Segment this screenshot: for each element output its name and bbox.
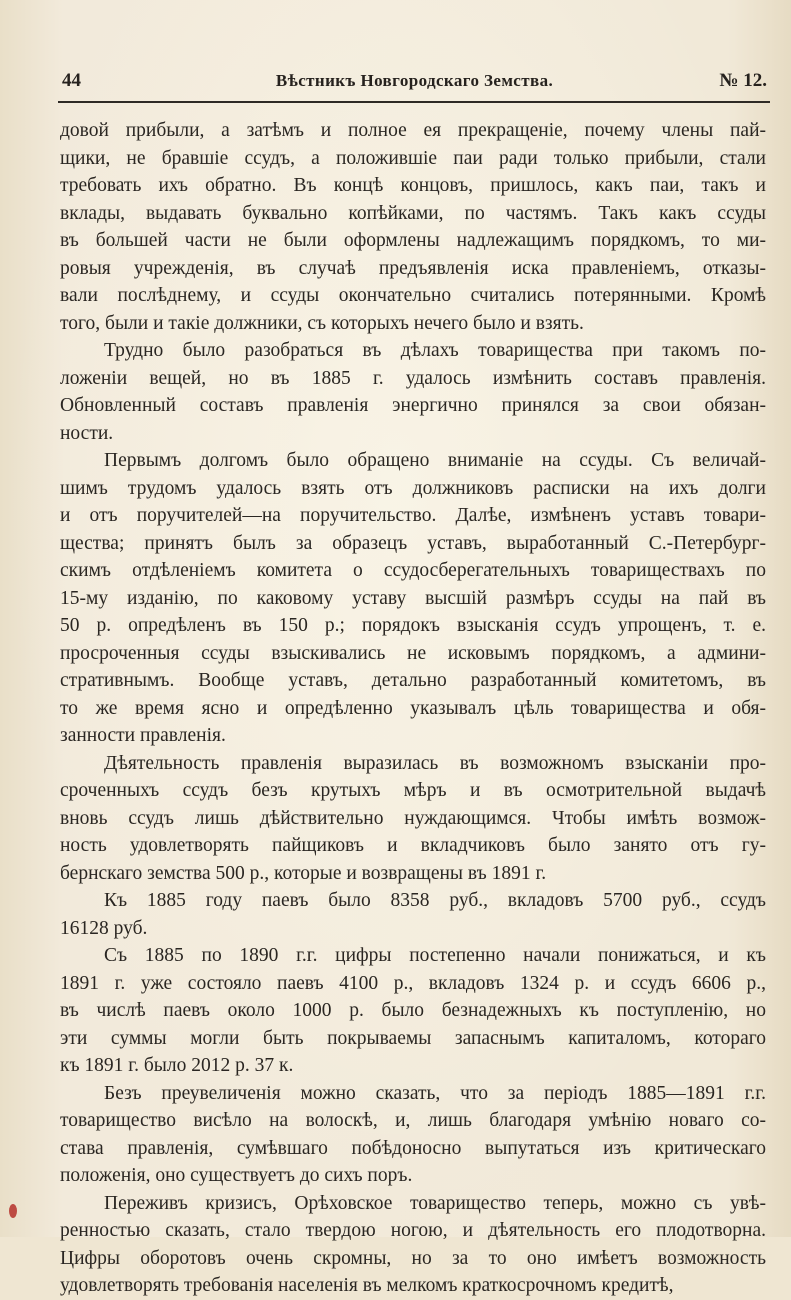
text-line: скимъ отдѣленiемъ комитета о ссудосберегательныхъ товариществахъ по — [60, 560, 766, 581]
text-line: Переживъ кризисъ, Орѣховское товарищество теперь, можно съ увѣ- — [104, 1192, 766, 1214]
page-number: 44 — [62, 70, 81, 91]
text-line: сроченныхъ ссудъ безъ крутыхъ мѣръ и въ осмотрительной выдачѣ — [60, 780, 766, 801]
text-line: вали послѣднему, и ссуды окончательно считались потерянными. Кромѣ — [60, 285, 766, 306]
text-line: 1891 г. уже состояло паевъ 4100 р., вкладовъ 1324 р. и ссудъ 6606 р., — [60, 972, 766, 994]
paragraph — [60, 337, 766, 447]
text-line: 50 р. опредѣленъ въ 150 р.; порядокъ взысканiя ссудъ упрощенъ, т. е. — [60, 615, 766, 636]
text-line: Дѣятельность правленiя выразилась въ возможномъ взысканiи про- — [104, 752, 766, 774]
issue-number: № 12. — [719, 70, 767, 91]
article-body — [60, 117, 766, 1300]
paragraph — [60, 750, 766, 888]
text-line: довой прибыли, а затѣмъ и полное ея прекращенiе, почему члены пай- — [60, 120, 766, 141]
text-line: положенiя, оно существуетъ до сихъ поръ. — [60, 1165, 413, 1186]
text-line: въ числѣ паевъ около 1000 р. было безнадежныхъ къ поступленiю, но — [60, 1000, 766, 1021]
text-line: и отъ поручителей—на поручительство. Далѣе, измѣненъ уставъ товари- — [60, 505, 766, 526]
paragraph — [60, 887, 766, 942]
text-line: шимъ трудомъ удалось взять отъ должниковъ расписки на ихъ долги — [60, 477, 766, 499]
text-line: въ большей части не были оформлены надлежащимъ порядкомъ, то ми- — [60, 230, 766, 251]
text-line: 15-му изданiю, по каковому уставу высшiй размѣръ ссуды на пай въ — [60, 587, 766, 609]
text-line: Первымъ долгомъ было обращено вниманiе на ссуды. Съ величай- — [104, 450, 766, 471]
text-line: то же время ясно и опредѣленно указывалъ цѣль товарищества и обя- — [60, 697, 766, 719]
paragraph — [60, 1080, 766, 1190]
text-line: ность удовлетворять пайщиковъ и вкладчиковъ было занято отъ гу- — [60, 835, 766, 856]
header-rule — [58, 101, 770, 103]
text-line: того, были и такiе должники, съ которыхъ нечего было и взять. — [60, 312, 584, 334]
text-line: ложенiи вещей, но въ 1885 г. удалось измѣнить составъ правленiя. — [60, 367, 766, 389]
paragraph — [60, 447, 766, 750]
text-line: 16128 руб. — [60, 917, 148, 939]
text-line: ренностью сказать, стало твердою ногою, и дѣятельность его плодотворна. — [60, 1220, 766, 1241]
paragraph — [60, 1190, 766, 1300]
text-line: ности. — [60, 422, 114, 444]
text-line: къ 1891 г. было 2012 р. 37 к. — [60, 1055, 294, 1076]
journal-title: Вѣстникъ Новгородскаго Земства. — [275, 71, 554, 90]
text-line: вклады, выдавать буквально копѣйками, по частямъ. Такъ какъ ссуды — [60, 202, 766, 224]
text-line: товарищество висѣло на волоскѣ, и, лишь благодаря умѣнiю новаго со- — [60, 1110, 766, 1131]
text-line: Обновленный составъ правленiя энергично принялся за свои обязан- — [60, 395, 766, 416]
text-line: занности правленiя. — [60, 725, 226, 746]
text-line: става правленiя, сумѣвшаго побѣдоносно выпутаться изъ критическаго — [60, 1137, 766, 1159]
text-line: Съ 1885 по 1890 г.г. цифры постепенно начали понижаться, и къ — [104, 945, 766, 966]
text-line: Трудно было разобраться въ дѣлахъ товарищества при такомъ по- — [104, 340, 766, 361]
ink-speck — [9, 1204, 17, 1218]
text-line: вновь ссудъ лишь дѣйствительно нуждающимся. Чтобы имѣть возмож- — [60, 807, 766, 829]
text-line: Къ 1885 году паевъ было 8358 руб., вкладовъ 5700 руб., ссудъ — [104, 890, 766, 911]
text-line: щики, не бравшiе ссудъ, а положившiе паи ради только прибыли, стали — [60, 147, 766, 169]
text-line: щества; принятъ былъ за образецъ уставъ, выработанный С.-Петербург- — [60, 532, 766, 554]
running-header — [62, 70, 767, 96]
paragraph — [60, 942, 766, 1080]
paragraph — [60, 117, 766, 337]
text-line: просроченныя ссуды взыскивались не исковымъ порядкомъ, а админи- — [60, 642, 766, 664]
text-line: Цифры оборотовъ очень скромны, но за то оно имѣетъ возможность — [60, 1247, 766, 1269]
text-line: удовлетворять требованiя населенiя въ мелкомъ краткосрочномъ кредитѣ, — [60, 1275, 674, 1296]
text-line: требовать ихъ обратно. Въ концѣ концовъ, пришлось, какъ паи, такъ и — [60, 175, 766, 196]
text-line: бернскаго земства 500 р., которые и возвращены въ 1891 г. — [60, 862, 547, 884]
text-line: ровыя учрежденiя, въ случаѣ предъявленiя иска правленiемъ, отказы- — [60, 257, 766, 279]
text-line: Безъ преувеличенiя можно сказать, что за перiодъ 1885—1891 г.г. — [104, 1082, 766, 1104]
text-line: стративнымъ. Вообще уставъ, детально разработанный комитетомъ, въ — [60, 670, 766, 691]
text-line: эти суммы могли быть покрываемы запаснымъ капиталомъ, котораго — [60, 1027, 766, 1049]
